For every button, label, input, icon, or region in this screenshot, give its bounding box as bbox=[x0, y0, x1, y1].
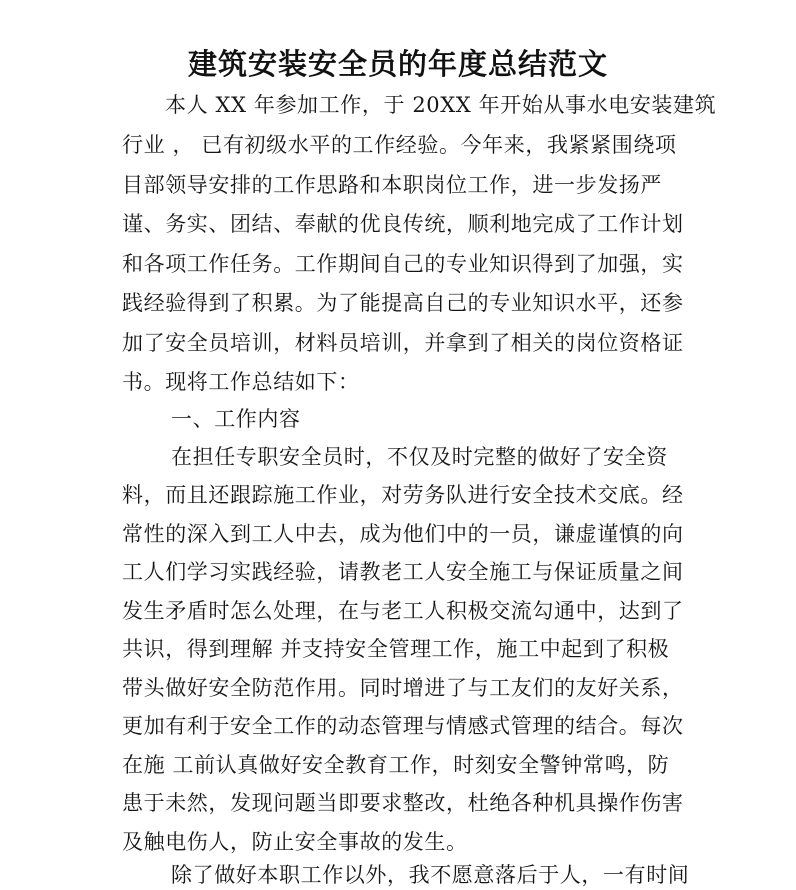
paragraph-line: 目部领导安排的工作思路和本职岗位工作，进一步发扬严 bbox=[122, 173, 662, 197]
paragraph-line: 更加有利于安全工作的动态管理与情感式管理的结合。每次 bbox=[122, 714, 684, 738]
paragraph-line: 共识，得到理解 并支持安全管理工作，施工中起到了积极 bbox=[122, 637, 670, 661]
paragraph-line: 工人们学习实践经验，请教老工人安全施工与保证质量之间 bbox=[122, 560, 684, 584]
paragraph-line: 践经验得到了积累。为了能提高自己的专业知识水平，还参 bbox=[122, 291, 684, 315]
paragraph-line: 及触电伤人，防止安全事故的发生。 bbox=[122, 830, 468, 854]
document-title: 建筑安装安全员的年度总结范文 bbox=[187, 47, 608, 81]
paragraph-line: 加了安全员培训，材料员培训，并拿到了相关的岗位资格证 bbox=[122, 331, 684, 355]
paragraph-line: 常性的深入到工人中去，成为他们中的一员，谦虚谨慎的向 bbox=[122, 522, 684, 546]
paragraph-line: 在施 工前认真做好安全教育工作，时刻安全警钟常鸣，防 bbox=[122, 753, 670, 777]
paragraph-line: 发生矛盾时怎么处理，在与老工人积极交流勾通中，达到了 bbox=[122, 599, 684, 623]
paragraph-line: 书。现将工作总结如下： bbox=[122, 370, 360, 394]
paragraph-line: 谨、务实、团结、奉献的优良传统，顺利地完成了工作计划 bbox=[122, 212, 684, 236]
paragraph-line: 行业 ， 已有初级水平的工作经验。今年来，我紧紧围绕项 bbox=[122, 133, 677, 157]
paragraph-line: 和各项工作任务。工作期间自己的专业知识得到了加强，实 bbox=[122, 252, 684, 276]
paragraph-line: 本人 XX 年参加工作，于 20XX 年开始从事水电安装建筑 bbox=[165, 93, 717, 117]
paragraph-line: 在担任专职安全员时，不仅及时完整的做好了安全资 bbox=[171, 445, 668, 469]
paragraph-line: 带头做好安全防范作用。同时增进了与工友们的友好关系， bbox=[122, 676, 684, 700]
paragraph-line: 除了做好本职工作以外，我不愿意落后于人，一有时间 bbox=[171, 863, 690, 887]
paragraph-line: 料，而且还跟踪施工作业，对劳务队进行安全技术交底。经 bbox=[122, 483, 684, 507]
section-heading: 一、工作内容 bbox=[171, 407, 301, 431]
paragraph-line: 患于未然，发现问题当即要求整改，杜绝各种机具操作伤害 bbox=[122, 791, 684, 815]
